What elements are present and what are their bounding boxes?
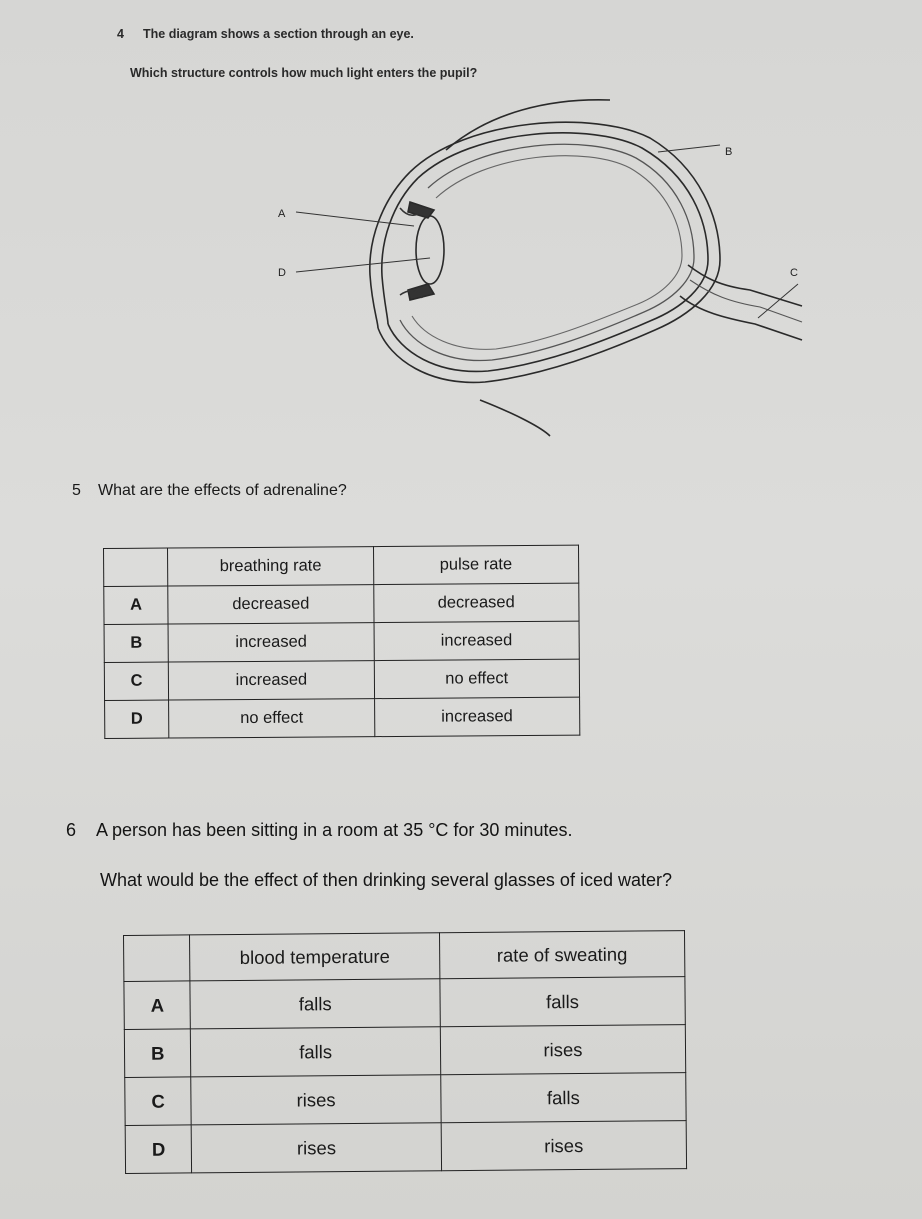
- cell-rate-of-sweating: falls: [441, 1073, 687, 1123]
- question-5: [72, 482, 347, 500]
- table-row[interactable]: [104, 621, 579, 662]
- cell-blood-temperature: rises: [191, 1075, 441, 1125]
- cell-pulse-rate: increased: [374, 697, 580, 736]
- question-5-number: 5: [72, 482, 81, 499]
- cell-pulse-rate: no effect: [374, 659, 580, 698]
- table-row[interactable]: [125, 1121, 686, 1174]
- label-B: B: [725, 146, 733, 158]
- option-letter[interactable]: D: [105, 700, 170, 738]
- eye-diagram: [250, 90, 820, 440]
- table-row[interactable]: [104, 583, 579, 624]
- header-blank: [124, 935, 191, 982]
- table-row[interactable]: [124, 1025, 685, 1078]
- label-D: D: [278, 267, 286, 279]
- retina: [412, 156, 682, 350]
- option-letter[interactable]: C: [125, 1077, 192, 1126]
- iris-lower: [408, 284, 434, 300]
- lower-eyelid: [480, 400, 550, 436]
- cell-breathing-rate: no effect: [169, 699, 375, 738]
- cell-breathing-rate: increased: [168, 623, 374, 662]
- cell-rate-of-sweating: rises: [440, 1025, 686, 1075]
- question-5-prompt: What are the effects of adrenaline?: [98, 482, 347, 499]
- table-header-row: [124, 931, 685, 982]
- question-4-prompt: Which structure controls how much light enters the pupil?: [130, 66, 478, 80]
- lens: [416, 216, 444, 284]
- option-letter[interactable]: D: [125, 1125, 192, 1174]
- cornea-inner: [382, 178, 418, 324]
- question-4-text: [117, 27, 414, 41]
- cell-blood-temperature: rises: [192, 1123, 442, 1173]
- question-6: [66, 820, 572, 841]
- question-5-options-table: [103, 545, 580, 739]
- header-blank: [104, 548, 169, 586]
- label-C: C: [790, 267, 798, 279]
- cell-rate-of-sweating: rises: [441, 1121, 687, 1171]
- header-rate-of-sweating: rate of sweating: [439, 931, 685, 979]
- cell-pulse-rate: increased: [374, 621, 580, 660]
- option-letter[interactable]: B: [124, 1029, 191, 1078]
- question-6-options-table: [123, 930, 687, 1174]
- option-letter[interactable]: A: [124, 981, 191, 1030]
- header-blood-temperature: blood temperature: [190, 933, 440, 981]
- label-A: A: [278, 208, 286, 220]
- cell-blood-temperature: falls: [190, 979, 440, 1029]
- question-6-statement: A person has been sitting in a room at 35 °C for 30 minutes.: [96, 820, 573, 840]
- header-pulse-rate: pulse rate: [373, 545, 579, 584]
- table-row[interactable]: [125, 1073, 686, 1126]
- question-6-number: 6: [66, 820, 77, 840]
- option-letter[interactable]: C: [104, 662, 169, 700]
- cell-blood-temperature: falls: [191, 1027, 441, 1077]
- sclera-outer: [378, 122, 720, 382]
- option-letter[interactable]: A: [104, 586, 169, 624]
- question-4-number: 4: [117, 27, 124, 41]
- table-header-row: [104, 545, 579, 586]
- question-6-prompt: What would be the effect of then drinking several glasses of iced water?: [100, 870, 672, 890]
- option-letter[interactable]: B: [104, 624, 169, 662]
- table-row[interactable]: [124, 977, 685, 1030]
- table-row[interactable]: [104, 659, 579, 700]
- cell-pulse-rate: decreased: [373, 583, 579, 622]
- sclera-inner: [388, 133, 708, 372]
- cell-breathing-rate: decreased: [168, 585, 374, 624]
- cell-rate-of-sweating: falls: [440, 977, 686, 1027]
- header-breathing-rate: breathing rate: [168, 547, 374, 586]
- question-4-statement: The diagram shows a section through an eye.: [143, 27, 414, 41]
- cell-breathing-rate: increased: [169, 661, 375, 700]
- optic-nerve-top: [688, 265, 802, 306]
- table-row[interactable]: [105, 697, 580, 738]
